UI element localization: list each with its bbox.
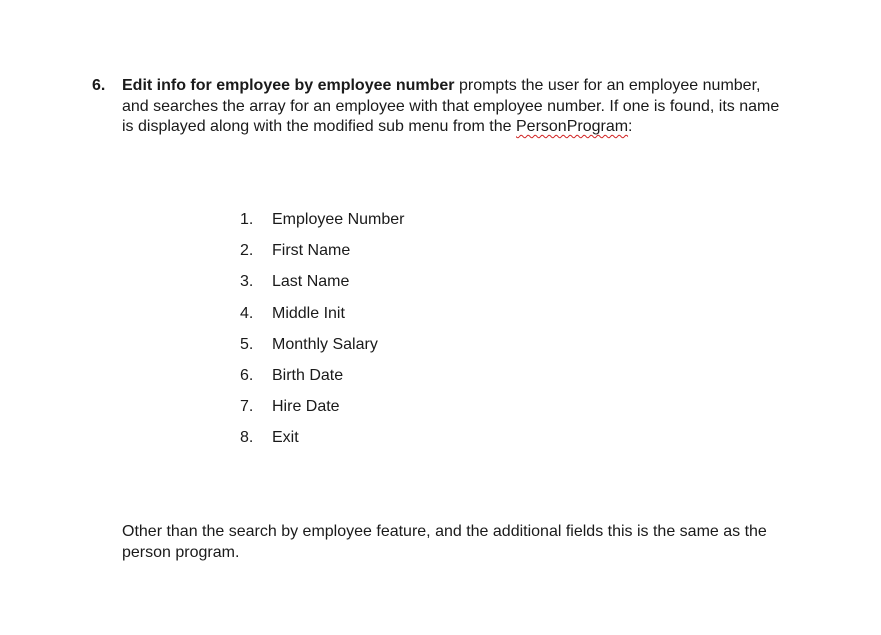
- list-item: [240, 427, 405, 458]
- list-item-number: 7.: [240, 398, 254, 416]
- list-item-label: Middle Init: [272, 304, 345, 322]
- list-item-label: Monthly Salary: [272, 335, 378, 353]
- program-name-spellcheck: PersonProgram: [516, 118, 629, 135]
- list-item-number: 4.: [240, 304, 254, 322]
- list-item: [240, 334, 405, 365]
- item-body-end: :: [628, 118, 633, 135]
- list-item: [240, 365, 405, 396]
- list-item: [240, 303, 405, 334]
- list-item-number: 3.: [240, 273, 254, 291]
- list-item-label: Birth Date: [272, 366, 344, 384]
- list-item-label: Employee Number: [272, 211, 405, 228]
- sub-menu-list: [240, 209, 405, 459]
- list-item-label: First Name: [272, 242, 351, 260]
- item-body-text: prompts the user for an employee number, and searches the array for an employee with that employee number. If one is found, its name is displayed along with the modified sub menu from the: [122, 77, 780, 135]
- list-item-number: 1.: [240, 211, 254, 228]
- item-paragraph: [122, 76, 782, 138]
- list-item-label: Last Name: [272, 273, 350, 291]
- list-item-number: 8.: [240, 429, 254, 447]
- item-number: 6.: [92, 77, 106, 94]
- list-item-label: Exit: [272, 429, 299, 447]
- closing-paragraph: Other than the search by employee feature, and the additional fields this is the same as the person program.: [122, 523, 767, 561]
- list-item-number: 6.: [240, 366, 254, 384]
- list-item: [240, 209, 405, 240]
- list-item: [240, 240, 405, 271]
- list-item-label: Hire Date: [272, 398, 340, 416]
- list-item-number: 5.: [240, 335, 254, 353]
- list-item: [240, 396, 405, 427]
- list-item-number: 2.: [240, 242, 254, 260]
- item-lead-text: Edit info for employee by employee number: [122, 77, 455, 94]
- list-item: [240, 271, 405, 302]
